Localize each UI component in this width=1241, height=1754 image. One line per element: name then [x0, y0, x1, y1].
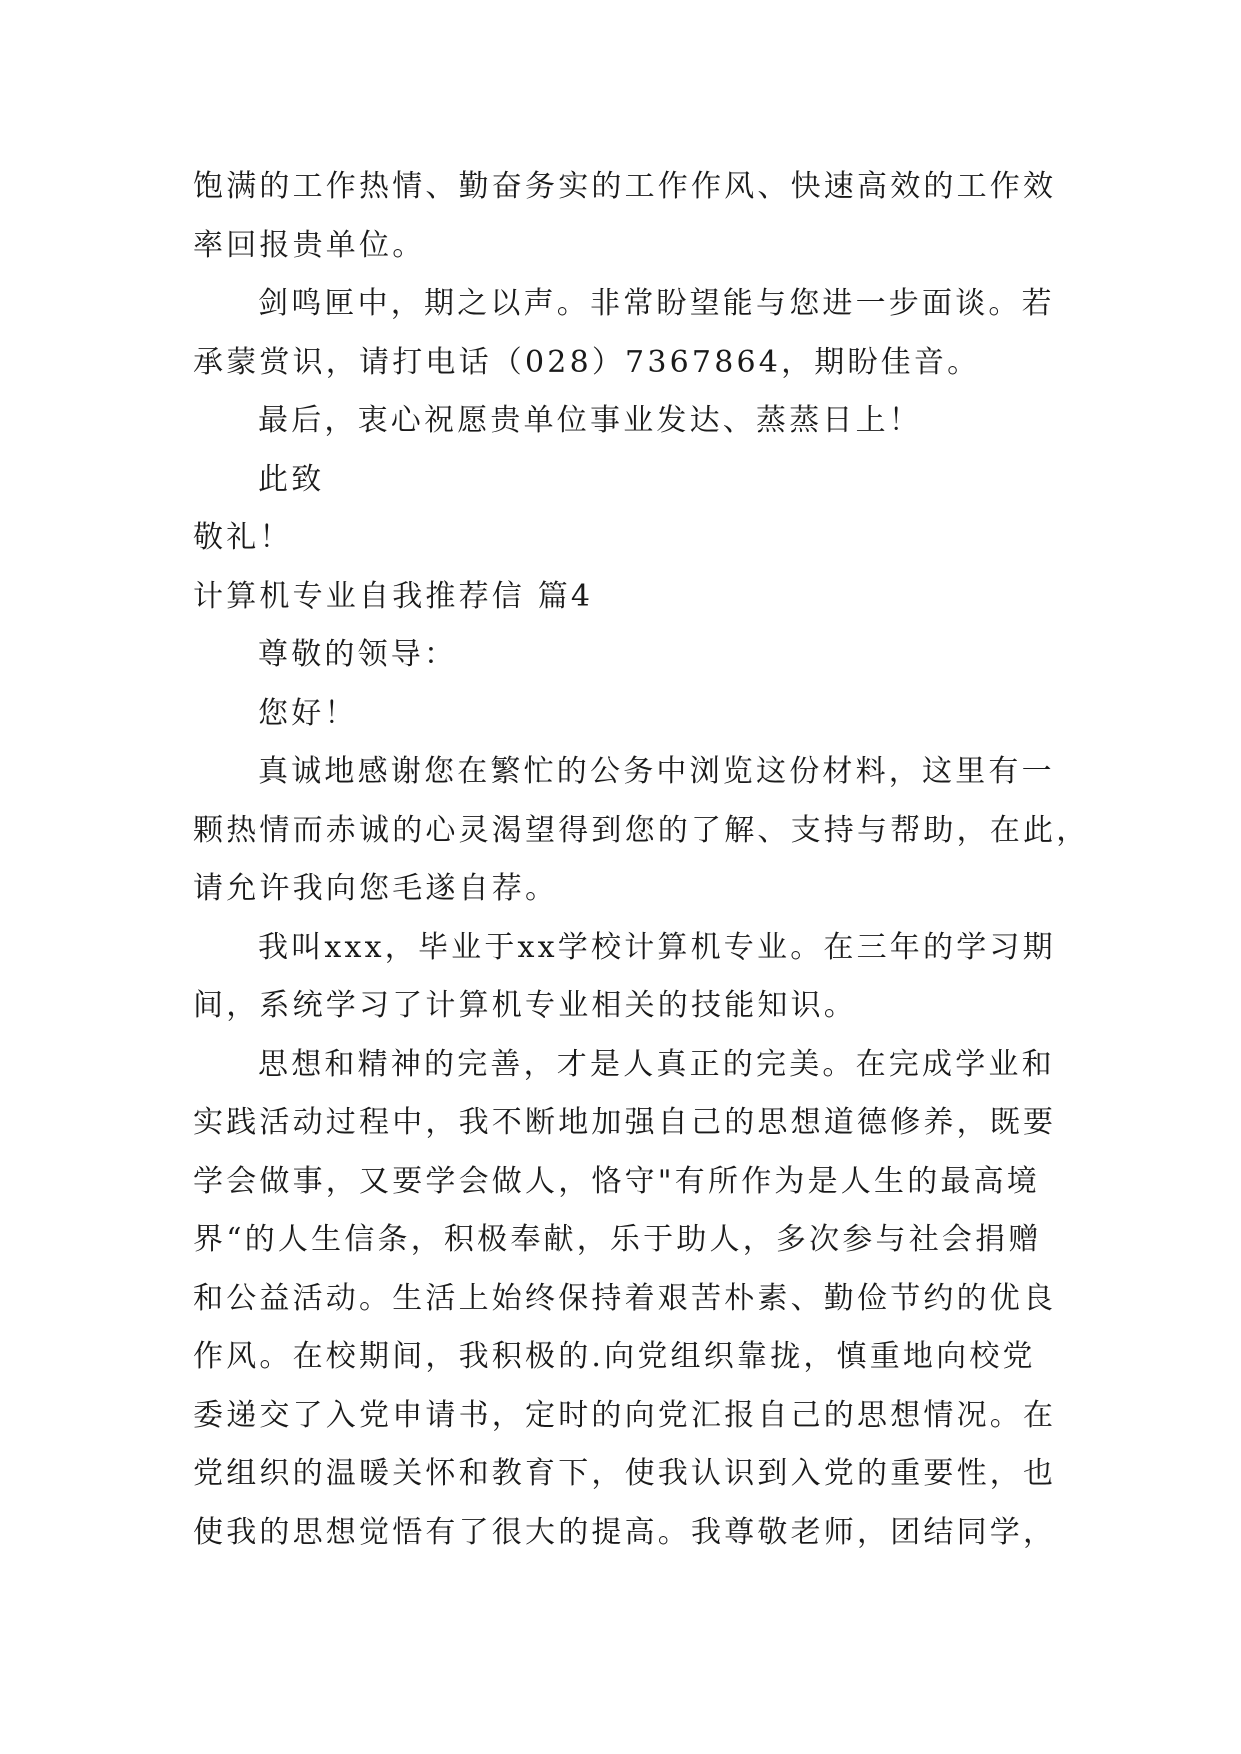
text-line: 学会做事，又要学会做人，恪守"有所作为是人生的最高境 — [193, 1163, 1040, 1199]
text-line: 请允许我向您毛遂自荐。 — [193, 871, 559, 906]
text-line: 最后，衷心祝愿贵单位事业发达、蒸蒸日上！ — [258, 403, 922, 438]
letter-body — [193, 158, 1090, 1562]
text-line: 率回报贵单位。 — [193, 227, 426, 263]
text-line: 承蒙赏识，请打电话（028）7367864，期盼佳音。 — [193, 344, 981, 380]
text-line: 间，系统学习了计算机专业相关的技能知识。 — [193, 988, 857, 1023]
text-line: 使我的思想觉悟有了很大的提高。我尊敬老师，团结同学， — [193, 1514, 1057, 1550]
text-line: 剑鸣匣中，期之以声。非常盼望能与您进一步面谈。若 — [258, 286, 1055, 321]
text-line: 党组织的温暖关怀和教育下，使我认识到入党的重要性，也 — [193, 1456, 1057, 1491]
text-line: 此致 — [258, 461, 325, 497]
text-line: 真诚地感谢您在繁忙的公务中浏览这份材料，这里有一 — [258, 754, 1055, 789]
text-line: 实践活动过程中，我不断地加强自己的思想道德修养，既要 — [193, 1105, 1057, 1140]
text-line: 敬礼！ — [193, 520, 293, 555]
salutation: 尊敬的领导： — [258, 637, 458, 672]
text-line: 作风。在校期间，我积极的.向党组织靠拢，慎重地向校党 — [193, 1339, 1036, 1374]
text-line: 饱满的工作热情、勤奋务实的工作作风、快速高效的工作效 — [193, 169, 1057, 204]
text-line: 界“的人生信条，积极奉献，乐于助人，多次参与社会捐赠 — [193, 1222, 1042, 1257]
text-line: 我叫xxx，毕业于xx学校计算机专业。在三年的学习期 — [258, 929, 1056, 965]
text-line: 颗热情而赤诚的心灵渴望得到您的了解、支持与帮助，在此， — [193, 812, 1090, 848]
section-heading: 计算机专业自我推荐信 篇4 — [193, 578, 594, 614]
greeting: 您好！ — [258, 695, 358, 731]
text-line: 委递交了入党申请书，定时的向党汇报自己的思想情况。在 — [193, 1397, 1057, 1433]
text-line: 思想和精神的完善，才是人真正的完美。在完成学业和 — [258, 1046, 1055, 1082]
text-line: 和公益活动。生活上始终保持着艰苦朴素、勤俭节约的优良 — [193, 1280, 1057, 1316]
